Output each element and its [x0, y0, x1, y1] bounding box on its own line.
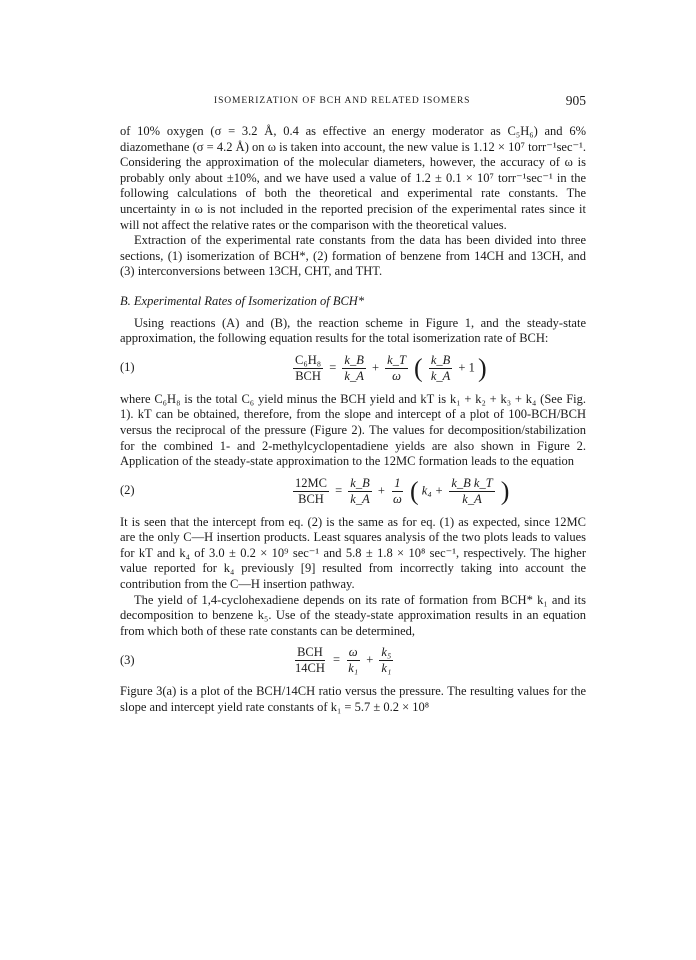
equation-number: (2) [120, 483, 135, 498]
numerator: BCH [297, 645, 323, 660]
equals-sign: = [335, 483, 343, 498]
denominator: ω [392, 368, 401, 383]
k4-term: k₄ + [421, 483, 444, 498]
equation-2 [120, 476, 586, 507]
equals-sign: = [329, 360, 337, 375]
fraction-lhs [293, 645, 327, 676]
right-paren: ) [477, 353, 487, 383]
denominator: k_A [462, 491, 482, 506]
equation-1 [120, 353, 586, 384]
paragraph-kt-definition: where C₆H₈ is the total C₆ yield minus the BCH yield and kT is k₁ + k₂ + k₃ + k₄ (See Fig. 1). kT can be obtained, therefore, from the slope and intercept of a plot of 100-BCH/BCH versus the reciprocal of the pressure (Figure 2). The values for decomposition/stabilization for the combined 1- and 2-methylcyclopentadiene yields are also shown in Figure 2. Application of the steady-state approximation to the 12MC formation leads to the equation [120, 391, 586, 469]
equation-body [290, 476, 586, 507]
fraction-term1 [348, 476, 371, 507]
equals-sign: = [333, 652, 341, 667]
running-title: ISOMERIZATION OF BCH AND RELATED ISOMERS [214, 96, 471, 106]
plus-sign: + [371, 360, 380, 375]
numerator: k_T [387, 352, 406, 367]
equation-body [290, 353, 586, 384]
section-heading: B. Experimental Rates of Isomerization of BCH* [120, 293, 365, 308]
right-paren: ) [500, 476, 510, 506]
paragraph-cyclohexadiene-yield: The yield of 1,4-cyclohexadiene depends on its rate of formation from BCH* k₁ and its decomposition to benzene k₅. Use of the steady-state approximation results in an equation from which both of these rate constants can be determined, [120, 592, 586, 638]
fraction-term3 [449, 476, 494, 507]
denominator: k₁ [381, 661, 392, 676]
left-paren: ( [414, 353, 423, 383]
numerator: k_B [430, 352, 451, 367]
denominator: ω [393, 491, 402, 506]
fraction-lhs [293, 353, 323, 384]
fraction-lhs [293, 476, 329, 507]
page-number: 905 [565, 93, 586, 108]
numerator: 12MC [295, 475, 327, 490]
fraction-term2 [379, 645, 393, 676]
paragraph-extraction-sections: Extraction of the experimental rate constants from the data has been divided into three sections, (1) isomerization of BCH*, (2) formation of benzene from 14CH and 13CH, and (3) interconversions between 13CH, CHT, and THT. [120, 233, 586, 279]
denominator: k_A [430, 368, 451, 383]
fraction-term3 [429, 353, 452, 384]
plus-one: + 1 [458, 360, 475, 375]
left-paren: ( [409, 476, 419, 506]
denominator: BCH [298, 491, 324, 506]
equation-number: (1) [120, 360, 135, 375]
denominator: k_A [344, 368, 364, 383]
denominator: BCH [295, 368, 321, 383]
paragraph-reaction-scheme: Using reactions (A) and (B), the reaction scheme in Figure 1, and the steady-state approximation, the following equation results for the total isomerization rate of BCH: [120, 315, 586, 346]
numerator: k_B k_T [451, 475, 493, 490]
numerator: 1 [394, 475, 401, 490]
fraction-term2 [385, 353, 408, 384]
fraction-term1 [342, 353, 365, 384]
denominator: k₁ [348, 661, 359, 676]
equation-number: (3) [120, 653, 135, 668]
article-body [120, 124, 586, 716]
equation-3 [120, 645, 586, 676]
plus-sign: + [366, 652, 374, 667]
paragraph-least-squares: It is seen that the intercept from eq. (2) is the same as for eq. (1) as expected, since 12MC are the only C—H insertion products. Least squares analysis of the two plots leads to values for kT and k₄ of 3.0 ± 0.2 × 10⁹ sec⁻¹ and 5.8 ± 1.8 × 10⁸ sec⁻¹, respectively. The higher value reported for k₄ previously [9] resulted from incorrectly taking into account the contribution from the C—H insertion pathway. [120, 514, 586, 592]
fraction-term1 [346, 645, 360, 676]
plus-sign: + [377, 483, 385, 498]
numerator: C₆H₈ [295, 352, 322, 367]
numerator: k_B [344, 352, 364, 367]
denominator: k_A [350, 491, 370, 506]
paragraph-figure-3a: Figure 3(a) is a plot of the BCH/14CH ratio versus the pressure. The resulting values for the slope and intercept yield rate constants of k₁ = 5.7 ± 0.2 × 10⁸ [120, 684, 586, 715]
fraction-term2 [391, 476, 404, 507]
equation-body [290, 645, 586, 676]
numerator: k_B [350, 475, 370, 490]
denominator: 14CH [295, 661, 325, 676]
page-header [120, 93, 586, 112]
paragraph-oxygen-moderator: of 10% oxygen (σ = 3.2 Å, 0.4 as effective an energy moderator as C₅H₆) and 6% diazomethane (σ = 4.2 Å) on ω is taken into account, the new value is 1.12 × 10⁷ torr⁻¹sec⁻¹. Considering the approximation of the molecular diameters, however, the accuracy of ω is probably only about ±10%, and we have used a value of 1.2 ± 0.1 × 10⁷ torr⁻¹sec⁻¹ in the following calculations of both the theoretical and experimental rate constants. The uncertainty in ω is not included in the reported precision of the experimental rates since it will not affect the relative rates or the comparison with the theoretical values. [120, 124, 586, 232]
numerator: ω [348, 645, 358, 660]
numerator: k₅ [381, 645, 392, 660]
